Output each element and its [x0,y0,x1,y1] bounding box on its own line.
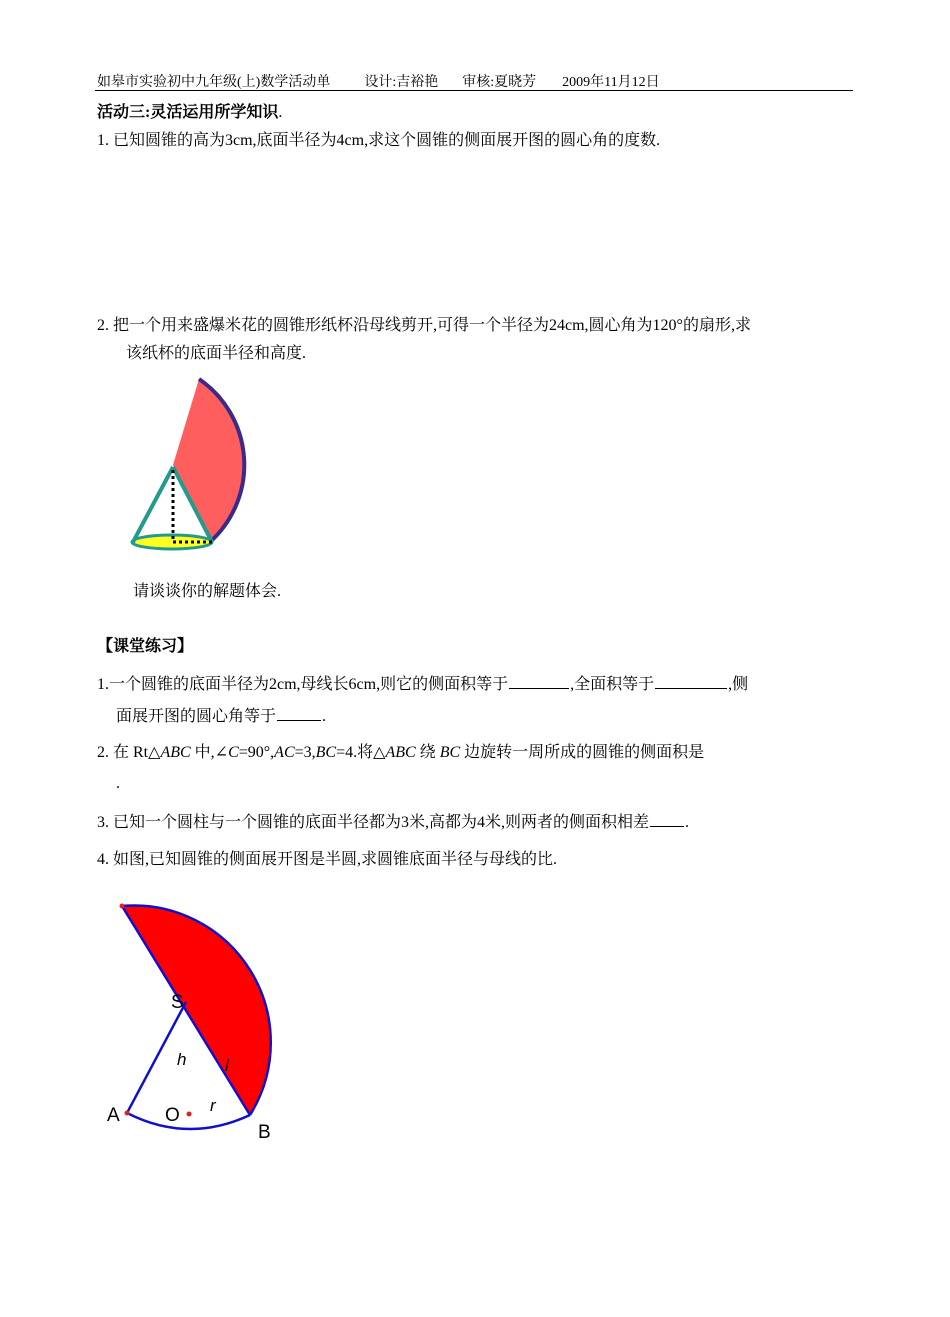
label-l: l [225,1056,229,1075]
label-b: B [258,1122,271,1143]
label-a: A [107,1105,120,1126]
header-rule [95,90,853,91]
answer-blank[interactable] [277,706,321,721]
header-designer: 设计:吉裕艳 [364,75,439,90]
label-r: r [210,1096,216,1115]
answer-blank[interactable] [509,674,569,689]
header-date: 2009年11月12日 [562,75,660,90]
point-a [125,1111,130,1116]
activity3-question-2-line1: 2. 把一个用来盛爆米花的圆锥形纸杯沿母线剪开,可得一个半径为24cm,圆心角为120°的扇形,求 [97,317,751,334]
label-s: S [171,992,184,1013]
practice-title: 【课堂练习】 [97,638,194,655]
practice-question-1-line1: 1.一个圆锥的底面半径为2cm,母线长6cm,则它的侧面积等于 ,全面积等于 ,侧 [97,676,749,693]
activity3-question-2-line2: 该纸杯的底面半径和高度. [126,345,307,362]
cone-left-slant [133,467,173,542]
point-o [187,1112,192,1117]
label-o: O [165,1105,180,1126]
semicircle-sector [122,905,271,1115]
label-h: h [177,1050,187,1069]
practice-question-4: 4. 如图,已知圆锥的侧面展开图是半圆,求圆锥底面半径与母线的比. [97,851,558,868]
cone-sector-figure [120,370,280,560]
sector-shape [173,379,244,542]
practice-question-3: 3. 已知一个圆柱与一个圆锥的底面半径都为3米,高都为4米,则两者的侧面积相差 . [97,814,690,831]
header-school: 如皋市实验初中九年级(上)数学活动单 [97,75,331,90]
activity3-title: 活动三:灵活运用所学知识. [97,104,283,121]
header-reviewer: 审核:夏晓芳 [462,75,537,90]
point-top-left [120,904,125,909]
practice-question-2-line2: . [116,775,120,792]
activity3-question-1: 1. 已知圆锥的高为3cm,底面半径为4cm,求这个圆锥的侧面展开图的圆心角的度数. [97,132,661,149]
page-header [97,71,853,91]
answer-blank[interactable] [650,812,684,827]
answer-blank[interactable] [655,674,727,689]
reflection-prompt: 请谈谈你的解题体会. [133,583,282,600]
semicircle-cone-figure [100,880,330,1160]
practice-question-2-line1: 2. 在 Rt△ABC 中,∠C=90°,AC=3,BC=4.将△ABC 绕 BC 边旋转一周所成的圆锥的侧面积是 [97,744,705,761]
practice-question-1-line2: 面展开图的圆心角等于 . [116,708,327,725]
